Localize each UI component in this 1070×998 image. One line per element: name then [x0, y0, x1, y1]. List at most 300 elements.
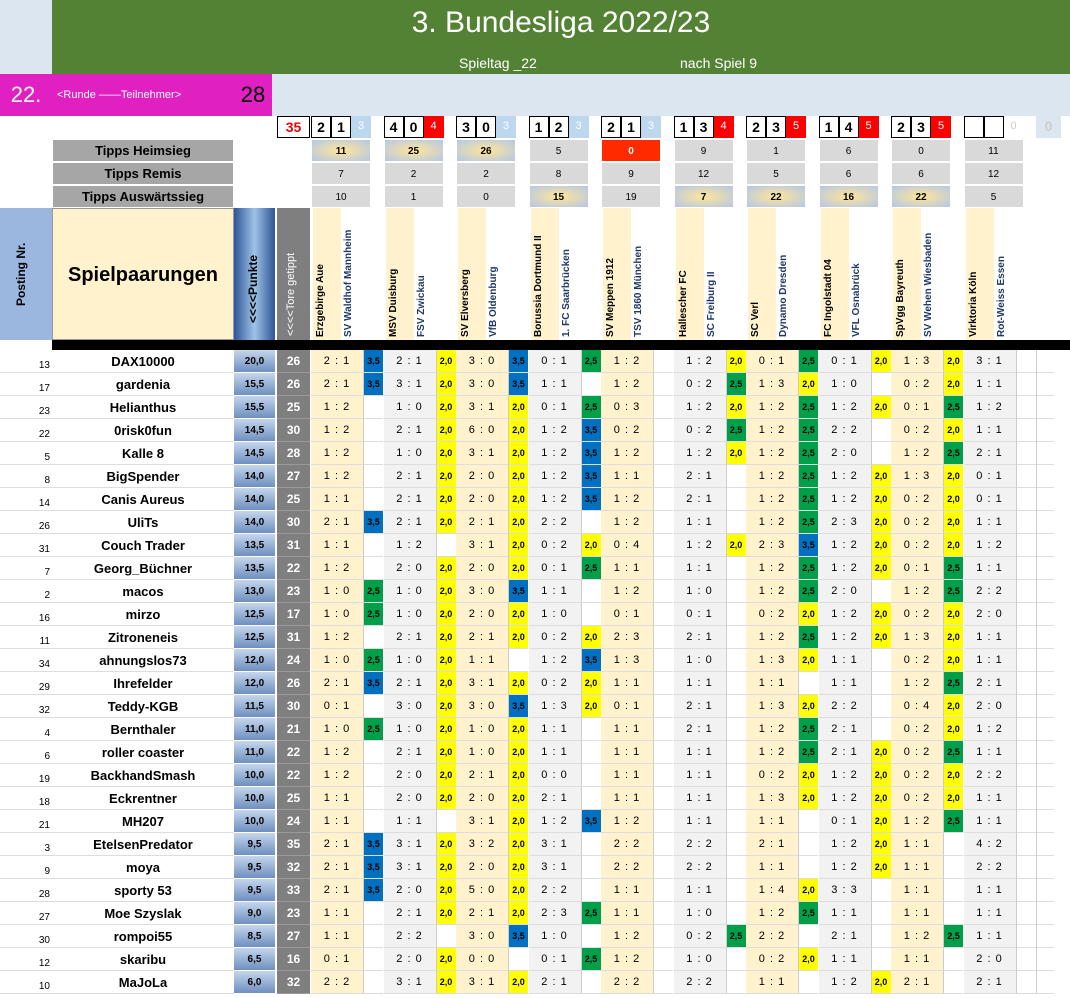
participant-points: 9,0 [234, 902, 275, 925]
participant-name: Helianthus [52, 396, 234, 419]
match-tip: 2 : 3 [601, 626, 653, 649]
tip-points: 3,5 [581, 465, 601, 488]
goals-tipped: 30 [277, 511, 310, 534]
tip-points [363, 787, 383, 810]
tip-points [363, 465, 383, 488]
tip-points: 2,5 [798, 511, 818, 534]
match-tip: 3 : 1 [456, 971, 508, 994]
match-tip: 1 : 1 [964, 902, 1016, 925]
tip-points [581, 925, 601, 948]
posting-number: 22 [0, 419, 52, 442]
total-goals: 35 [277, 116, 310, 138]
match-tip: 1 : 1 [891, 948, 943, 971]
match-tip: 1 : 2 [601, 373, 653, 396]
tip-points [653, 833, 673, 856]
tip-points: 2,5 [943, 741, 963, 764]
match-tip: 1 : 0 [456, 718, 508, 741]
match-tip: 1 : 1 [601, 902, 653, 925]
tip-points: 2,0 [508, 557, 528, 580]
match-tip: 1 : 3 [746, 787, 798, 810]
tipp-count-h: 11 [964, 139, 1024, 162]
away-team-name: VFL Osnabrück [850, 263, 862, 337]
match-tip: 2 : 2 [964, 580, 1016, 603]
tipp-count-r: 6 [819, 162, 879, 185]
match-tip: 2 : 1 [456, 902, 508, 925]
match-tip: 1 : 1 [819, 948, 871, 971]
match-tip-end [1036, 695, 1054, 718]
match-tip: 1 : 2 [311, 557, 363, 580]
tip-points: 2,5 [798, 626, 818, 649]
match-tip: 2 : 2 [529, 879, 581, 902]
tip-points [653, 810, 673, 833]
tip-points: 2,5 [943, 396, 963, 419]
match-tip: 2 : 1 [311, 833, 363, 856]
tip-points [581, 718, 601, 741]
match-tip: 1 : 2 [964, 718, 1016, 741]
participant-name: UliTs [52, 511, 234, 534]
goals-tipped: 26 [277, 373, 310, 396]
match-tip: 1 : 1 [964, 511, 1016, 534]
match-tip: 2 : 1 [819, 741, 871, 764]
match-tip: 1 : 2 [529, 419, 581, 442]
match-tip: 1 : 2 [746, 511, 798, 534]
participant-points: 13,5 [234, 534, 275, 557]
tip-points: 2,5 [798, 396, 818, 419]
match-tip: 2 : 1 [384, 488, 436, 511]
match-tip: 2 : 1 [819, 718, 871, 741]
match-tip: 1 : 2 [311, 741, 363, 764]
tip-points [1016, 350, 1036, 373]
match-tip: 3 : 0 [456, 695, 508, 718]
posting-number: 6 [0, 741, 52, 764]
tip-points: 2,0 [943, 649, 963, 672]
tip-points [871, 580, 891, 603]
tip-points [653, 396, 673, 419]
tip-points: 3,5 [798, 534, 818, 557]
participant-name: MaJoLa [52, 971, 234, 994]
match-tip: 0 : 1 [891, 396, 943, 419]
goals-tipped: 31 [277, 534, 310, 557]
tip-points: 2,0 [436, 971, 456, 994]
match-tip: 0 : 2 [674, 373, 726, 396]
nach-spiel-label: nach Spiel 9 [680, 55, 758, 71]
match-tip: 0 : 2 [529, 672, 581, 695]
tip-points: 2,0 [436, 557, 456, 580]
tip-points [653, 764, 673, 787]
match-tip: 3 : 1 [964, 350, 1016, 373]
goals-tipped: 25 [277, 787, 310, 810]
match-tip: 1 : 2 [746, 557, 798, 580]
tip-points: 2,0 [508, 787, 528, 810]
tipp-count-a: 22 [746, 185, 806, 208]
match-tip-end [1036, 810, 1054, 833]
match-tip: 2 : 2 [601, 833, 653, 856]
tip-points: 2,0 [798, 879, 818, 902]
tip-points [363, 948, 383, 971]
tip-points [726, 879, 746, 902]
tip-points [871, 373, 891, 396]
match-tip: 1 : 2 [819, 787, 871, 810]
match-tip: 1 : 0 [819, 373, 871, 396]
tip-points [871, 902, 891, 925]
tipp-count-r: 12 [964, 162, 1024, 185]
tip-points [726, 856, 746, 879]
result-home-goals: 1 [819, 116, 839, 138]
match-tip: 2 : 0 [456, 465, 508, 488]
tip-points: 3,5 [363, 350, 383, 373]
match-tip: 1 : 1 [964, 373, 1016, 396]
tipp-count-r: 8 [529, 162, 589, 185]
tip-points [798, 856, 818, 879]
tipp-count-h: 1 [746, 139, 806, 162]
tip-points: 2,0 [436, 948, 456, 971]
participant-name: Eckrentner [52, 787, 234, 810]
result-home-goals: 1 [674, 116, 694, 138]
result-away-goals: 3 [694, 116, 714, 138]
match-tip: 1 : 2 [891, 810, 943, 833]
tip-points [581, 833, 601, 856]
tip-points: 2,0 [436, 787, 456, 810]
tip-points: 2,0 [871, 856, 891, 879]
tip-points [653, 626, 673, 649]
match-tip: 0 : 4 [891, 695, 943, 718]
match-tip: 1 : 2 [891, 672, 943, 695]
goals-tipped: 30 [277, 695, 310, 718]
match-tip: 1 : 2 [819, 971, 871, 994]
posting-number: 18 [0, 787, 52, 810]
tip-points: 2,0 [943, 603, 963, 626]
tip-points [363, 626, 383, 649]
goals-tipped: 27 [277, 925, 310, 948]
tip-points [1016, 603, 1036, 626]
match-tip: 2 : 1 [456, 626, 508, 649]
match-tip: 1 : 1 [311, 902, 363, 925]
match-tip: 1 : 1 [311, 534, 363, 557]
result-home-goals: 2 [891, 116, 911, 138]
match-tip: 1 : 2 [819, 557, 871, 580]
match-tip: 1 : 2 [674, 442, 726, 465]
match-tip: 1 : 0 [456, 741, 508, 764]
tip-points [653, 925, 673, 948]
away-team-name: SV Wehen Wiesbaden [923, 232, 934, 337]
match-tip: 3 : 1 [384, 833, 436, 856]
tip-points [653, 350, 673, 373]
posting-number: 28 [0, 879, 52, 902]
tip-points: 2,0 [726, 534, 746, 557]
match-tip: 2 : 0 [964, 603, 1016, 626]
goals-tipped: 32 [277, 856, 310, 879]
match-tip: 1 : 0 [311, 649, 363, 672]
tip-points: 2,0 [436, 718, 456, 741]
match-tip: 0 : 2 [891, 373, 943, 396]
tip-points [943, 856, 963, 879]
match-tip: 1 : 2 [819, 603, 871, 626]
match-tip: 2 : 2 [964, 856, 1016, 879]
tip-points: 2,5 [943, 442, 963, 465]
match-tip: 1 : 1 [311, 810, 363, 833]
match-tip: 1 : 2 [311, 396, 363, 419]
match-tip: 1 : 2 [311, 626, 363, 649]
match-tip: 3 : 1 [456, 672, 508, 695]
tip-points [581, 603, 601, 626]
tip-points [1016, 419, 1036, 442]
goals-tipped: 35 [277, 833, 310, 856]
home-team-name: Hallescher FC [676, 208, 704, 340]
posting-number: 23 [0, 396, 52, 419]
tip-points [653, 419, 673, 442]
match-tip: 4 : 2 [964, 833, 1016, 856]
home-team-name: SV Elversberg [458, 208, 486, 340]
tip-points [653, 649, 673, 672]
tip-points [1016, 672, 1036, 695]
match-tip: 1 : 1 [746, 672, 798, 695]
match-tip: 2 : 1 [311, 672, 363, 695]
tip-points: 2,0 [436, 488, 456, 511]
match-tip: 1 : 2 [746, 465, 798, 488]
match-tip: 1 : 0 [674, 902, 726, 925]
tip-points: 2,0 [436, 465, 456, 488]
tip-points: 2,5 [798, 419, 818, 442]
tip-points [726, 810, 746, 833]
match-tip: 2 : 1 [746, 833, 798, 856]
tip-points [653, 948, 673, 971]
tipp-count-a: 1 [384, 185, 444, 208]
match-tip: 1 : 1 [891, 902, 943, 925]
tip-points [726, 557, 746, 580]
match-tip-end [1036, 764, 1054, 787]
goals-tipped: 32 [277, 971, 310, 994]
participant-points: 6,0 [234, 971, 275, 994]
tip-points: 2,0 [436, 672, 456, 695]
tip-points: 2,0 [436, 511, 456, 534]
tip-points [726, 626, 746, 649]
tip-points [726, 649, 746, 672]
match-tip: 0 : 2 [891, 534, 943, 557]
participant-points: 13,0 [234, 580, 275, 603]
result-away-goals: 0 [476, 116, 496, 138]
posting-number: 19 [0, 764, 52, 787]
posting-number: 30 [0, 925, 52, 948]
result-home-goals: 4 [384, 116, 404, 138]
tip-points: 2,0 [871, 787, 891, 810]
home-team-name: SC Verl [748, 208, 776, 340]
match-tip: 2 : 2 [601, 856, 653, 879]
tipp-count-r: 12 [674, 162, 734, 185]
home-team-name: Virktoria Köln [966, 208, 994, 340]
tip-points [1016, 741, 1036, 764]
match-tip: 1 : 1 [674, 511, 726, 534]
match-tip: 1 : 1 [601, 879, 653, 902]
tip-points [798, 672, 818, 695]
tipp-count-r: 2 [384, 162, 444, 185]
match-tip: 2 : 3 [529, 902, 581, 925]
tip-points [653, 672, 673, 695]
tip-points: 2,0 [436, 626, 456, 649]
tip-points [653, 465, 673, 488]
goals-tipped: 16 [277, 948, 310, 971]
posting-number: 13 [0, 350, 52, 373]
match-tip: 0 : 3 [601, 396, 653, 419]
goals-tipped: 22 [277, 764, 310, 787]
participant-name: gardenia [52, 373, 234, 396]
match-tip: 2 : 0 [384, 764, 436, 787]
match-tip: 1 : 1 [601, 787, 653, 810]
tip-points [653, 695, 673, 718]
tip-points: 2,0 [436, 396, 456, 419]
match-tip: 0 : 1 [529, 350, 581, 373]
participant-points: 14,0 [234, 465, 275, 488]
tip-points [726, 488, 746, 511]
tip-points [871, 649, 891, 672]
match-tip: 2 : 1 [384, 741, 436, 764]
match-tip: 1 : 1 [891, 879, 943, 902]
participant-points: 12,0 [234, 649, 275, 672]
match-tip: 1 : 2 [601, 511, 653, 534]
tip-points: 2,0 [508, 764, 528, 787]
goals-tipped: 25 [277, 488, 310, 511]
match-tip: 0 : 2 [746, 948, 798, 971]
participant-name: Georg_Büchner [52, 557, 234, 580]
match-tip: 1 : 2 [746, 741, 798, 764]
match-tip: 2 : 1 [311, 856, 363, 879]
match-tip: 0 : 2 [891, 603, 943, 626]
match-tip: 2 : 1 [311, 879, 363, 902]
tore-header [277, 208, 310, 340]
tip-points [726, 787, 746, 810]
match-tip: 1 : 0 [529, 603, 581, 626]
match-tip: 6 : 0 [456, 419, 508, 442]
match-tip: 0 : 2 [891, 488, 943, 511]
tip-points [871, 879, 891, 902]
match-tip: 1 : 3 [891, 465, 943, 488]
tip-points [1016, 856, 1036, 879]
match-tip-end [1036, 948, 1054, 971]
match-tip: 0 : 1 [746, 350, 798, 373]
match-tip: 1 : 1 [601, 741, 653, 764]
tip-points [1016, 373, 1036, 396]
match-tip: 1 : 1 [964, 787, 1016, 810]
tip-points: 2,0 [798, 603, 818, 626]
match-tip: 0 : 1 [601, 603, 653, 626]
tip-points [653, 971, 673, 994]
tip-points: 2,0 [581, 626, 601, 649]
participant-name: sporty 53 [52, 879, 234, 902]
match-tip-end [1036, 419, 1054, 442]
tip-points: 2,0 [871, 971, 891, 994]
match-tip: 1 : 1 [601, 718, 653, 741]
tip-points [726, 603, 746, 626]
tip-points: 3,5 [363, 833, 383, 856]
tip-points: 3,5 [581, 649, 601, 672]
goals-tipped: 21 [277, 718, 310, 741]
tipp-count-h: 11 [311, 139, 371, 162]
match-tip: 1 : 1 [529, 741, 581, 764]
tip-points [871, 672, 891, 695]
away-team-name: Rot-Weiss Essen [995, 256, 1007, 337]
tip-points: 2,0 [943, 465, 963, 488]
posting-number: 17 [0, 373, 52, 396]
tip-points [1016, 488, 1036, 511]
tip-points: 3,5 [508, 580, 528, 603]
goals-tipped: 22 [277, 557, 310, 580]
tip-points: 2,0 [508, 718, 528, 741]
goals-tipped: 22 [277, 741, 310, 764]
tip-points: 3,5 [508, 695, 528, 718]
tip-points: 2,0 [508, 626, 528, 649]
match-tip: 2 : 1 [311, 511, 363, 534]
match-tip: 2 : 0 [456, 488, 508, 511]
tip-points: 2,0 [436, 764, 456, 787]
match-tip: 1 : 3 [891, 350, 943, 373]
tip-points: 2,0 [943, 764, 963, 787]
tip-points: 2,0 [436, 580, 456, 603]
home-team-name: Erzgebirge Aue [313, 208, 341, 340]
tip-points: 2,5 [581, 350, 601, 373]
tip-points: 2,0 [871, 557, 891, 580]
match-tip: 1 : 2 [529, 488, 581, 511]
tip-points: 2,5 [798, 718, 818, 741]
match-tip: 0 : 2 [529, 534, 581, 557]
match-tip: 2 : 0 [964, 695, 1016, 718]
participant-name: Canis Aureus [52, 488, 234, 511]
tip-points: 2,5 [943, 557, 963, 580]
tip-points [363, 442, 383, 465]
participant-name: BackhandSmash [52, 764, 234, 787]
result-home-goals: 2 [746, 116, 766, 138]
tip-points [943, 833, 963, 856]
match-tip-end [1036, 856, 1054, 879]
tip-points: 3,5 [363, 672, 383, 695]
tip-points [1016, 649, 1036, 672]
match-tip: 0 : 2 [891, 718, 943, 741]
away-team-name: VfB Oldenburg [488, 266, 499, 337]
participant-points: 10,0 [234, 787, 275, 810]
match-tip: 3 : 1 [384, 971, 436, 994]
tip-points: 2,0 [798, 787, 818, 810]
tip-points: 2,0 [726, 396, 746, 419]
participant-points: 9,5 [234, 856, 275, 879]
posting-number: 9 [0, 856, 52, 879]
tipp-count-h: 5 [529, 139, 589, 162]
match-tip: 2 : 2 [674, 856, 726, 879]
match-tip: 0 : 1 [601, 695, 653, 718]
tip-points: 3,5 [508, 925, 528, 948]
match-tip: 1 : 2 [601, 810, 653, 833]
match-tip: 0 : 1 [819, 350, 871, 373]
tip-points: 2,0 [436, 419, 456, 442]
tipp-count-a: 7 [674, 185, 734, 208]
result-sum: 3 [641, 116, 661, 138]
match-tip: 1 : 1 [819, 672, 871, 695]
spieltag-label: Spieltag _22 [459, 55, 537, 71]
tip-points: 2,0 [943, 350, 963, 373]
participant-name: Moe Szyslak [52, 902, 234, 925]
match-tip-end [1036, 373, 1054, 396]
match-tip: 2 : 0 [384, 787, 436, 810]
tip-points: 2,5 [943, 810, 963, 833]
match-tip: 3 : 1 [384, 856, 436, 879]
tip-points: 2,0 [798, 764, 818, 787]
last-result: 0 [1036, 116, 1061, 138]
tipp-count-r: 6 [891, 162, 951, 185]
tip-points [871, 718, 891, 741]
goals-tipped: 17 [277, 603, 310, 626]
match-tip: 1 : 2 [746, 488, 798, 511]
teilnehmer-count: 28 [234, 74, 272, 116]
match-tip: 1 : 3 [601, 649, 653, 672]
tip-points [363, 810, 383, 833]
match-tip: 1 : 1 [601, 557, 653, 580]
